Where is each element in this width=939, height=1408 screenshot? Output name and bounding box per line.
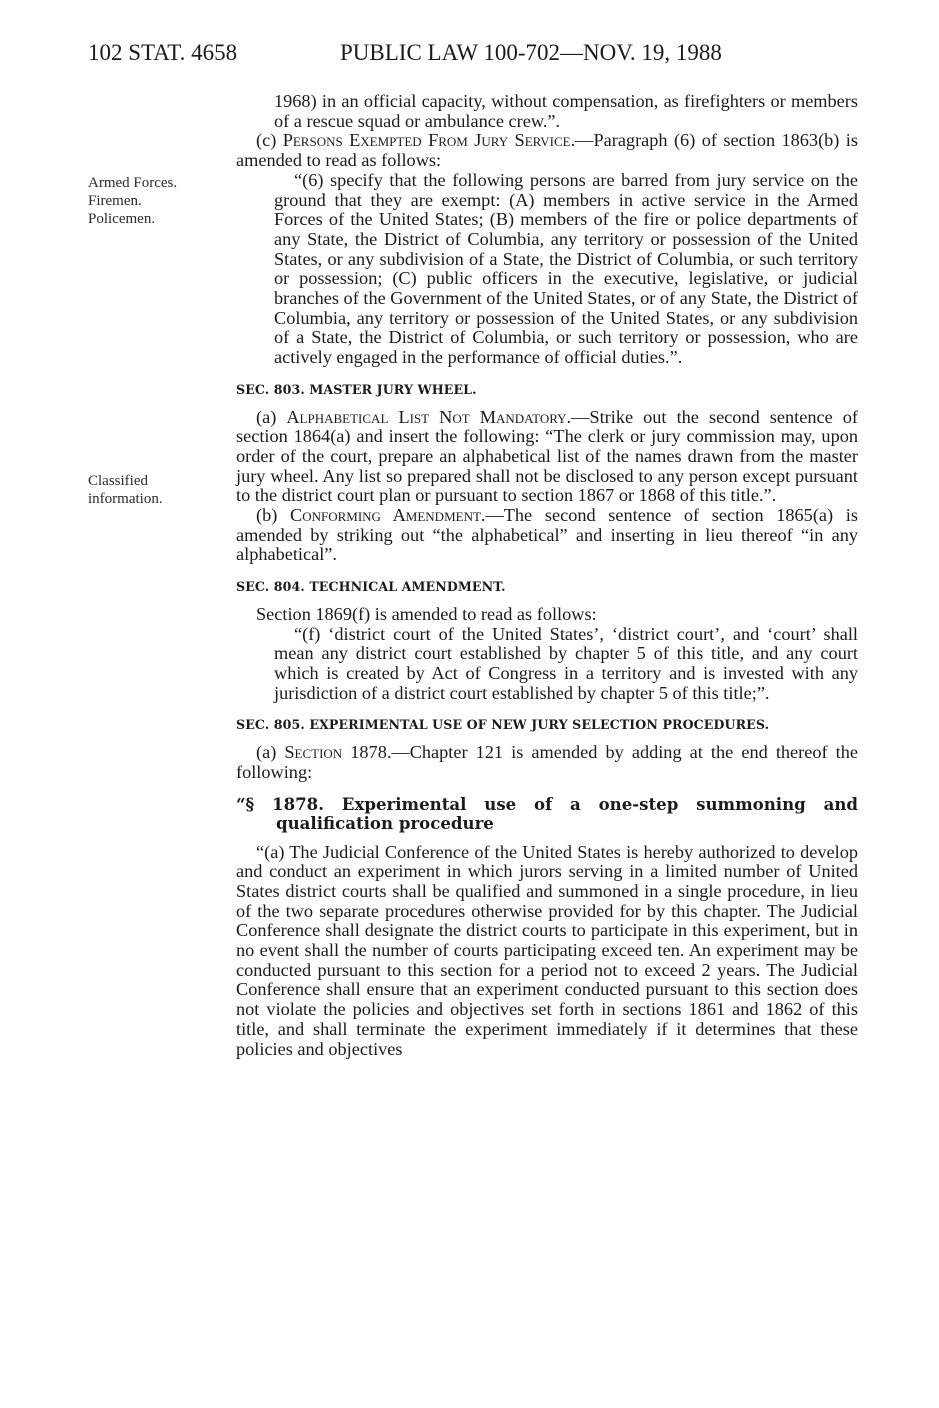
section-804-intro: Section 1869(f) is amended to read as follows: bbox=[256, 603, 597, 624]
section-803-a-heading: Alphabetical List Not Mandatory. bbox=[286, 406, 572, 427]
margin-note-line: information. bbox=[88, 491, 163, 507]
margin-note-line: Policemen. bbox=[88, 211, 156, 227]
section-804-heading: SEC. 804. TECHNICAL AMENDMENT. bbox=[236, 579, 506, 595]
quote-6-text: “(6) specify that the following persons are barred from jury service on the ground that they are exempt: (A) members in active service in the Armed Forces of the United States; (B) members of the fire or police departments of any State, the District of Columbia, any territory or possession of the United States, or any subdivision of a State, the District of Columbia, or such territory or possession; (C) public officers in the executive, legislative, or judicial branches of the Government of the United States, or of any State, the District of Columbia, any territory or possession of the United States, or any subdivision of a State, the District of Columbia, or such territory or possession, who are actively engaged in the performance of official duties.”. bbox=[274, 169, 858, 368]
margin-note-classified bbox=[88, 472, 163, 508]
section-805-heading: SEC. 805. EXPERIMENTAL USE OF NEW JURY SELECTION PROCEDURES. bbox=[236, 717, 770, 733]
page-reference: 102 STAT. 4658 bbox=[88, 40, 238, 65]
section-803-a bbox=[236, 408, 858, 507]
section-1878-heading: “§ 1878. Experimental use of a one-step summoning and qualification procedure bbox=[236, 793, 858, 833]
main-text bbox=[236, 92, 858, 1059]
section-805-a bbox=[236, 743, 858, 782]
section-803-b-label: (b) bbox=[256, 505, 290, 526]
section-804-quote-text: “(f) ‘district court of the United States’, ‘district court’, and ‘court’ shall mean any district court established by chapter 5 of this title, and any court which is created by Act of Congress in a territory and is invested with any jurisdiction of a district court established by chapter 5 of this title;”. bbox=[274, 623, 858, 703]
section-803-a-text: —Strike out the second sentence of section 1864(a) and insert the following: “The clerk or jury commission may, upon order of the court, prepare an alphabetical list of the names drawn from the master jury wheel. Any list so prepared shall not be disclosed to any person except pursuant to the district court plan or pursuant to section 1867 or 1868 of this title.”. bbox=[236, 406, 858, 506]
section-803-b bbox=[236, 506, 858, 565]
continued-text: 1968) in an official capacity, without compensation, as firefighters or members of a rescue squad or ambulance crew.”. bbox=[274, 91, 858, 131]
section-803-b-heading: Conforming Amendment. bbox=[290, 505, 486, 526]
section-805-a-label: (a) bbox=[256, 742, 285, 763]
section-805-a-heading: Section bbox=[284, 742, 343, 763]
paragraph-c-label: (c) bbox=[256, 130, 283, 151]
paragraph-c-heading: Persons Exempted From Jury Service. bbox=[282, 130, 576, 151]
section-803-heading: SEC. 803. MASTER JURY WHEEL. bbox=[236, 381, 477, 397]
section-803-a-label: (a) bbox=[256, 406, 287, 427]
section-804-quote bbox=[274, 625, 858, 704]
page-header bbox=[0, 40, 939, 74]
section-805-a-text: 1878.—Chapter 121 is amended by adding at the end thereof the following: bbox=[236, 742, 858, 782]
section-803-b-text: —The second sentence of section 1865(a) is amended by striking out “the alphabetical” and inserting in lieu thereof “in any alphabetical”. bbox=[236, 505, 858, 565]
margin-note-line: Firemen. bbox=[88, 193, 142, 209]
quote-paragraph-6 bbox=[274, 171, 858, 368]
section-1878-a-text: “(a) The Judicial Conference of the United States is hereby authorized to develop and conduct an experiment in which jurors serving in a limited number of United States district courts shall be qualified and summoned in a single procedure, in lieu of the two separate procedures otherwise provided for by this chapter. The Judicial Conference shall designate the district courts to participate in this experiment, but in no event shall the number of courts participating exceed ten. An experiment may be conducted pursuant to this section for a period not to exceed 2 years. The Judicial Conference shall ensure that an experiment conducted pursuant to this section does not violate the policies and objectives set forth in sections 1861 and 1862 of this title, and shall terminate the experiment immediately if it determines that these policies and objectives bbox=[236, 841, 858, 1059]
law-reference: PUBLIC LAW 100-702—NOV. 19, 1988 bbox=[340, 40, 722, 65]
paragraph-c-text: —Paragraph (6) of section 1863(b) is amended to read as follows: bbox=[236, 130, 858, 171]
margin-note-armed-forces bbox=[88, 174, 177, 228]
margin-note-line: Armed Forces. bbox=[88, 175, 178, 191]
continued-quote bbox=[274, 92, 858, 131]
margin-note-line: Classified bbox=[88, 473, 148, 489]
paragraph-c bbox=[236, 131, 858, 170]
